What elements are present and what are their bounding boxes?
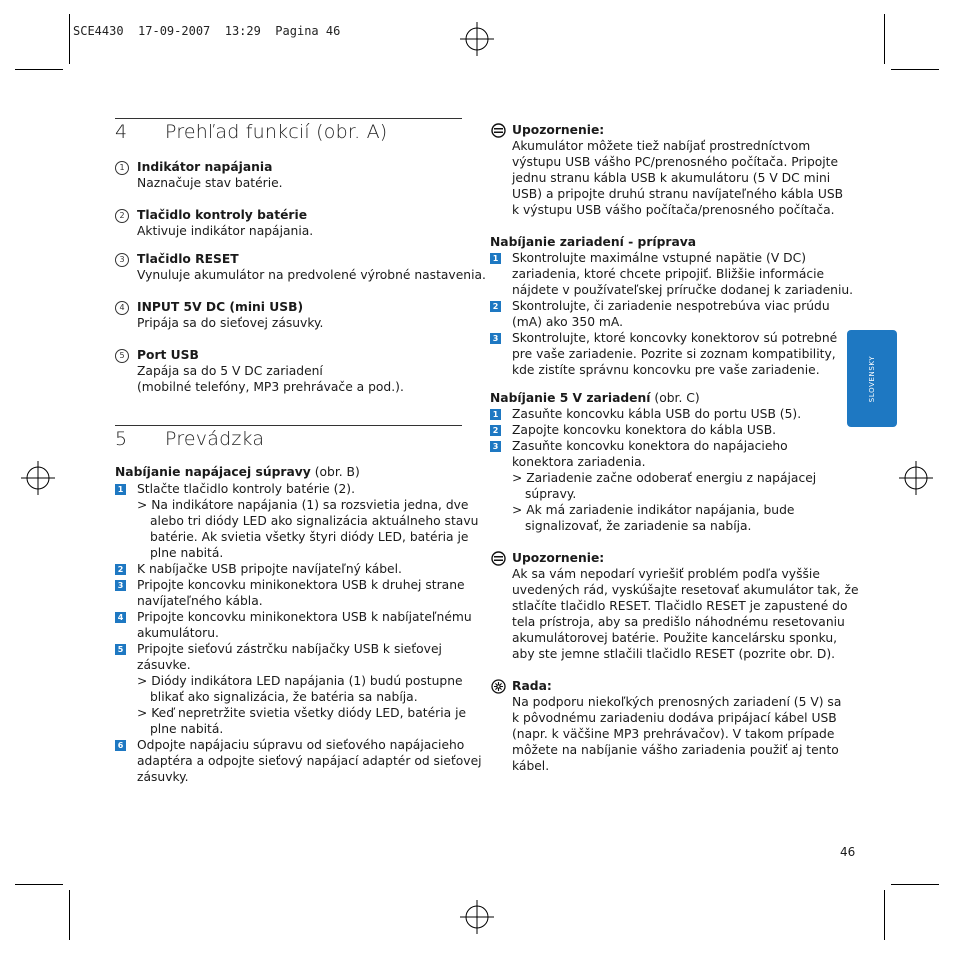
step-text: Skontrolujte, či zariadenie nespotrebúva viac prúdu — [512, 299, 830, 313]
section-5-heading — [115, 428, 264, 450]
callout-number: 3 — [115, 253, 129, 267]
note-line: výstupu USB vášho PC/prenosného počítača. Pripojte — [512, 155, 839, 169]
step-result: súpravy. — [525, 487, 577, 501]
callout-number: 2 — [115, 209, 129, 223]
step-result: > Diódy indikátora LED napájania (1) budú postupne — [137, 674, 463, 688]
crop-mark — [884, 14, 885, 64]
callout-number: 5 — [115, 349, 129, 363]
note-line: Ak sa vám nepodarí vyriešiť problém podľa vyššie — [512, 567, 820, 581]
tip-icon — [491, 679, 506, 694]
subheading — [490, 390, 700, 406]
step-result: plne nabitá. — [150, 722, 224, 736]
step-text: kde zistíte správnu koncovku pre vaše zariadenie. — [512, 363, 820, 377]
section-title: Prehľad funkcií (obr. A) — [165, 121, 388, 143]
crop-mark — [15, 69, 63, 70]
step-text: zásuvky. — [137, 770, 189, 784]
note-line: tela prístroja, aby sa predišlo náhodnému resetovaniu — [512, 615, 845, 629]
step-result: > Zariadenie začne odoberať energiu z napájacej — [512, 471, 817, 485]
note-line: uvedených rád, vyskúšajte resetovať akumulátor tak, že — [512, 583, 859, 597]
step-text: Pripojte sieťovú zástrčku nabíjačky USB k sieťovej — [137, 642, 442, 656]
note-line: k výstupu USB vášho počítača/prenosného počítača. — [512, 203, 835, 217]
note-line: Akumulátor môžete tiež nabíjať prostredníctvom — [512, 139, 811, 153]
warning-icon — [491, 123, 506, 138]
tip-line: (napr. k väčšine MP3 prehrávačov). V takom prípade — [512, 727, 835, 741]
step-number: 2 — [115, 564, 126, 575]
tip-line: môžete na nabíjanie vášho zariadenia použiť aj tento — [512, 743, 839, 757]
step-text: adaptéra a odpojte sieťový napájací adaptér od sieťovej — [137, 754, 482, 768]
step-number: 1 — [115, 484, 126, 495]
tip-line: Na podporu niekoľkých prenosných zariadení (5 V) sa — [512, 695, 842, 709]
feature-title: INPUT 5V DC (mini USB) — [137, 300, 304, 314]
feature-title: Indikátor napájania — [137, 160, 273, 174]
step-text: Pripojte koncovku minikonektora USB k druhej strane — [137, 578, 465, 592]
crop-mark — [884, 890, 885, 940]
subheading-bold: Nabíjanie 5 V zariadení — [490, 391, 651, 405]
subheading-rest: (obr. C) — [650, 391, 700, 405]
step-text: Zasuňte koncovku kábla USB do portu USB (5). — [512, 407, 802, 421]
step-text: konektora zariadenia. — [512, 455, 646, 469]
language-tab — [847, 330, 897, 427]
step-text: Stlačte tlačidlo kontroly batérie (2). — [137, 482, 355, 496]
language-tab-label: SLOVENSKY — [868, 355, 876, 402]
step-number: 1 — [490, 253, 501, 264]
page-number: 46 — [840, 845, 856, 859]
note-line: stlačíte tlačidlo RESET. Tlačidlo RESET je zapustené do — [512, 599, 848, 613]
crop-mark — [69, 890, 70, 940]
note-line: USB) a pripojte druhú stranu navíjateľného kábla USB — [512, 187, 844, 201]
step-result: alebo tri diódy LED ako signalizácia aktuálneho stavu — [150, 514, 479, 528]
section-number: 5 — [115, 428, 128, 450]
tip-line: kábel. — [512, 759, 550, 773]
step-text: pre vaše zariadenie. Pozrite si zoznam kompatibility, — [512, 347, 836, 361]
step-result: blikať ako signalizácia, že batéria sa nabíja. — [150, 690, 418, 704]
step-text: zásuvke. — [137, 658, 191, 672]
callout-number: 1 — [115, 161, 129, 175]
feature-title: Port USB — [137, 348, 199, 362]
registration-mark-icon — [21, 461, 55, 495]
subheading-rest: (obr. B) — [310, 465, 360, 479]
feature-desc: Zapája sa do 5 V DC zariadení — [137, 364, 323, 378]
step-text: (mA) ako 350 mA. — [512, 315, 624, 329]
feature-desc: Naznačuje stav batérie. — [137, 176, 283, 190]
section-rule — [115, 118, 462, 119]
subheading: Nabíjanie zariadení - príprava — [490, 235, 697, 249]
step-number: 6 — [115, 740, 126, 751]
step-text: zariadenia, ktoré chcete pripojiť. Bližšie informácie — [512, 267, 825, 281]
step-text: Odpojte napájaciu súpravu od sieťového napájacieho — [137, 738, 465, 752]
step-text: Skontrolujte maximálne vstupné napätie (V DC) — [512, 251, 806, 265]
note-title: Upozornenie: — [512, 551, 605, 565]
callout-number: 4 — [115, 301, 129, 315]
section-4-heading — [115, 121, 387, 143]
section-title: Prevádzka — [165, 428, 265, 450]
feature-desc: (mobilné telefóny, MP3 prehrávače a pod.). — [137, 380, 404, 394]
section-rule — [115, 425, 462, 426]
step-text: Skontrolujte, ktoré koncovky konektorov sú potrebné — [512, 331, 838, 345]
subheading — [115, 464, 360, 480]
feature-title: Tlačidlo kontroly batérie — [137, 208, 308, 222]
registration-mark-icon — [899, 461, 933, 495]
registration-mark-icon — [460, 900, 494, 934]
tip-line: k pôvodnému zariadeniu dodáva pripájací kábel USB — [512, 711, 837, 725]
note-line: aby ste jemne stlačili tlačidlo RESET (pozrite obr. D). — [512, 647, 836, 661]
step-text: akumulátoru. — [137, 626, 219, 640]
step-number: 3 — [490, 441, 501, 452]
step-result: > Ak má zariadenie indikátor napájania, bude — [512, 503, 795, 517]
section-number: 4 — [115, 121, 128, 143]
print-slug: SCE4430 17-09-2007 13:29 Pagina 46 — [73, 24, 341, 38]
crop-mark — [69, 14, 70, 64]
note-line: akumulátorovej batérie. Použite kancelársku sponku, — [512, 631, 838, 645]
crop-mark — [15, 884, 63, 885]
step-number: 3 — [115, 580, 126, 591]
feature-desc: Aktivuje indikátor napájania. — [137, 224, 314, 238]
step-result: batérie. Ak svietia všetky štyri diódy LED, batéria je — [150, 530, 469, 544]
step-number: 1 — [490, 409, 501, 420]
tip-title: Rada: — [512, 679, 552, 693]
step-text: navíjateľného kábla. — [137, 594, 263, 608]
step-text: Zapojte koncovku konektora do kábla USB. — [512, 423, 777, 437]
step-number: 2 — [490, 301, 501, 312]
feature-desc: Pripája sa do sieťovej zásuvky. — [137, 316, 324, 330]
step-result: > Na indikátore napájania (1) sa rozsvietia jedna, dve — [137, 498, 469, 512]
feature-desc: Vynuluje akumulátor na predvolené výrobné nastavenia. — [137, 268, 486, 282]
note-title: Upozornenie: — [512, 123, 605, 137]
step-number: 3 — [490, 333, 501, 344]
registration-mark-icon — [460, 22, 494, 56]
step-result: > Keď nepretržite svietia všetky diódy LED, batéria je — [137, 706, 467, 720]
feature-title: Tlačidlo RESET — [137, 252, 239, 266]
crop-mark — [891, 884, 939, 885]
step-text: Zasuňte koncovku konektora do napájacieho — [512, 439, 788, 453]
crop-mark — [891, 69, 939, 70]
step-result: plne nabitá. — [150, 546, 224, 560]
step-result: signalizovať, že zariadenie sa nabíja. — [525, 519, 752, 533]
step-number: 4 — [115, 612, 126, 623]
step-text: nájdete v používateľskej príručke dodanej k zariadeniu. — [512, 283, 854, 297]
step-number: 5 — [115, 644, 126, 655]
note-line: jednu stranu kábla USB k akumulátoru (5 V DC mini — [512, 171, 831, 185]
step-number: 2 — [490, 425, 501, 436]
warning-icon — [491, 551, 506, 566]
step-text: K nabíjačke USB pripojte navíjateľný kábel. — [137, 562, 402, 576]
subheading-bold: Nabíjanie napájacej súpravy — [115, 465, 311, 479]
step-text: Pripojte koncovku minikonektora USB k nabíjateľnému — [137, 610, 472, 624]
